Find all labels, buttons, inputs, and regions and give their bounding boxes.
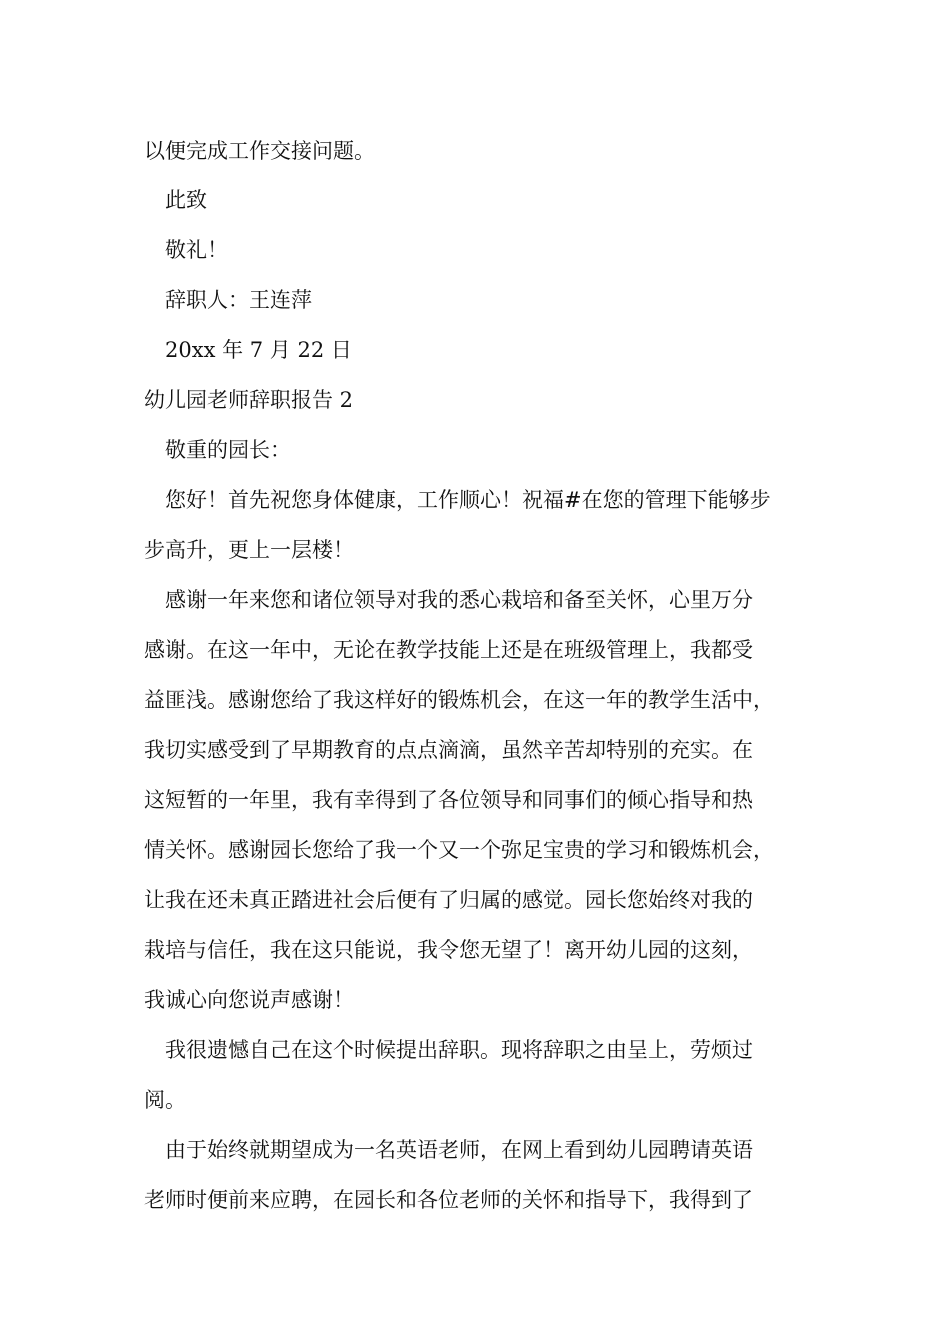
text-line: 栽培与信任，我在这只能说，我令您无望了！离开幼儿园的这刻，	[144, 938, 753, 962]
greeting-line: 敬重的园长：	[165, 438, 291, 462]
text-line: 我诚心向您说声感谢！	[144, 988, 354, 1012]
text-line: 让我在还未真正踏进社会后便有了归属的感觉。园长您始终对我的	[144, 888, 753, 912]
text-line: 我很遗憾自己在这个时候提出辞职。现将辞职之由呈上，劳烦过	[165, 1038, 753, 1062]
text-line: 以便完成工作交接问题。	[144, 139, 375, 163]
text-line: 老师时便前来应聘，在园长和各位老师的关怀和指导下，我得到了	[144, 1188, 753, 1212]
text-line: 情关怀。感谢园长您给了我一个又一个弥足宝贵的学习和锻炼机会，	[144, 838, 774, 862]
date-line: 20xx 年 7 月 22 日	[165, 338, 352, 362]
text-line: 感谢一年来您和诸位领导对我的悉心栽培和备至关怀，心里万分	[165, 588, 753, 612]
section-title: 幼儿园老师辞职报告 2	[144, 388, 354, 412]
text-line: 阅。	[144, 1088, 186, 1112]
signature-line: 辞职人：王连萍	[165, 288, 312, 312]
closing-salutation: 此致	[165, 188, 207, 212]
text-line: 步高升，更上一层楼！	[144, 538, 354, 562]
text-line: 感谢。在这一年中，无论在教学技能上还是在班级管理上，我都受	[144, 638, 753, 662]
text-line: 由于始终就期望成为一名英语老师，在网上看到幼儿园聘请英语	[165, 1138, 753, 1162]
text-line: 这短暂的一年里，我有幸得到了各位领导和同事们的倾心指导和热	[144, 788, 753, 812]
text-line: 益匪浅。感谢您给了我这样好的锻炼机会，在这一年的教学生活中，	[144, 688, 774, 712]
text-line: 您好！首先祝您身体健康，工作顺心！祝福#在您的管理下能够步	[165, 488, 771, 512]
text-line: 我切实感受到了早期教育的点点滴滴，虽然辛苦却特别的充实。在	[144, 738, 753, 762]
closing-regards: 敬礼！	[165, 238, 228, 262]
